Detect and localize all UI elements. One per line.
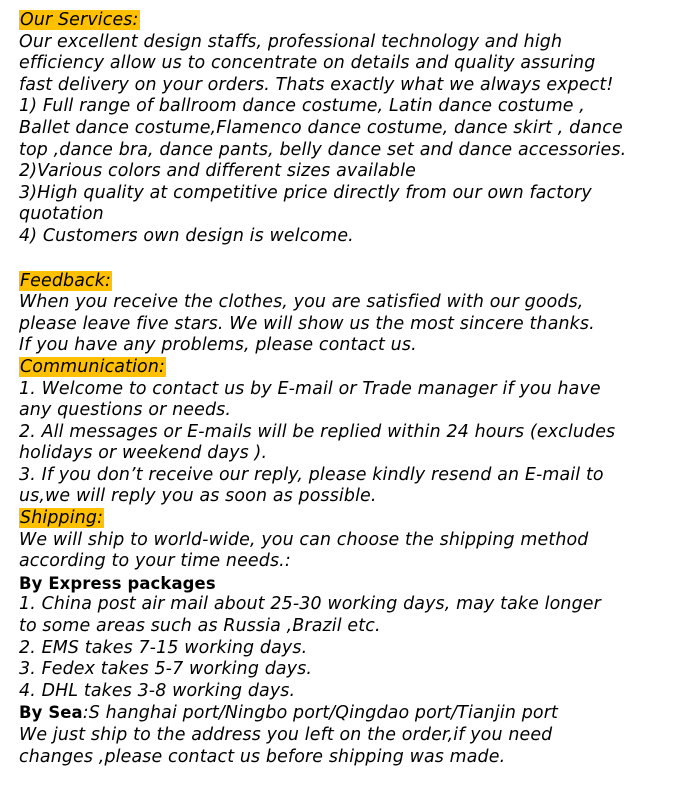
services-line: 4) Customers own design is welcome. bbox=[19, 225, 354, 246]
express-line: 3. Fedex takes 5-7 working days. bbox=[19, 659, 313, 680]
express-packages-title: By Express packages bbox=[19, 573, 216, 593]
services-line: quotation bbox=[19, 204, 104, 225]
feedback-heading: Feedback: bbox=[20, 270, 111, 291]
feedback-line: When you receive the clothes, you are satisfied with our goods, bbox=[19, 292, 584, 313]
services-line: fast delivery on your orders. Thats exactly what we always expect! bbox=[19, 74, 614, 95]
communication-line: us,we will reply you as soon as possible. bbox=[19, 486, 377, 507]
sea-shipping-line bbox=[19, 702, 700, 725]
services-line: 2)Various colors and different sizes available bbox=[19, 161, 416, 182]
shipping-intro-line: We will ship to world-wide, you can choose the shipping method bbox=[19, 529, 589, 550]
communication-line: 3. If you don’t receive our reply, please kindly resend an E-mail to bbox=[19, 464, 604, 485]
services-line: 1) Full range of ballroom dance costume, Latin dance costume , bbox=[19, 96, 585, 117]
closing-line: changes ,please contact us before shipping was made. bbox=[19, 746, 506, 767]
closing-line: We just ship to the address you left on the order,if you need bbox=[19, 725, 553, 745]
services-heading: Our Services: bbox=[20, 10, 139, 30]
sea-label: By Sea bbox=[19, 703, 83, 723]
section-spacer bbox=[19, 248, 700, 271]
shipping-intro-line: according to your time needs.: bbox=[19, 551, 291, 572]
services-line: Our excellent design staffs, professional technology and high bbox=[19, 31, 563, 52]
services-line: 3)High quality at competitive price directly from our own factory bbox=[19, 182, 592, 203]
express-line: 2. EMS takes 7-15 working days. bbox=[19, 637, 308, 658]
sea-ports: :S hanghai port/Ningbo port/Qingdao port/Tianjin port bbox=[82, 703, 558, 724]
express-line: 4. DHL takes 3-8 working days. bbox=[19, 680, 296, 701]
communication-line: any questions or needs. bbox=[19, 400, 232, 421]
communication-heading: Communication: bbox=[20, 356, 166, 377]
communication-line: 1. Welcome to contact us by E-mail or Trade manager if you have bbox=[19, 378, 601, 399]
feedback-line: If you have any problems, please contact us. bbox=[19, 335, 417, 356]
services-line: efficiency allow us to concentrate on details and quality assuring bbox=[19, 53, 596, 74]
feedback-line: please leave five stars. We will show us the most sincere thanks. bbox=[19, 313, 595, 334]
services-line: Ballet dance costume,Flamenco dance costume, dance skirt , dance bbox=[19, 117, 623, 138]
shipping-heading: Shipping: bbox=[20, 508, 104, 529]
services-line: top ,dance bra, dance pants, belly dance set and dance accessories. bbox=[19, 139, 627, 160]
communication-line: 2. All messages or E-mails will be replied within 24 hours (excludes bbox=[19, 421, 616, 442]
express-line: 1. China post air mail about 25-30 working days, may take longer bbox=[19, 594, 601, 615]
communication-line: holidays or weekend days ). bbox=[19, 443, 268, 464]
express-line: to some areas such as Russia ,Brazil etc. bbox=[19, 616, 381, 637]
